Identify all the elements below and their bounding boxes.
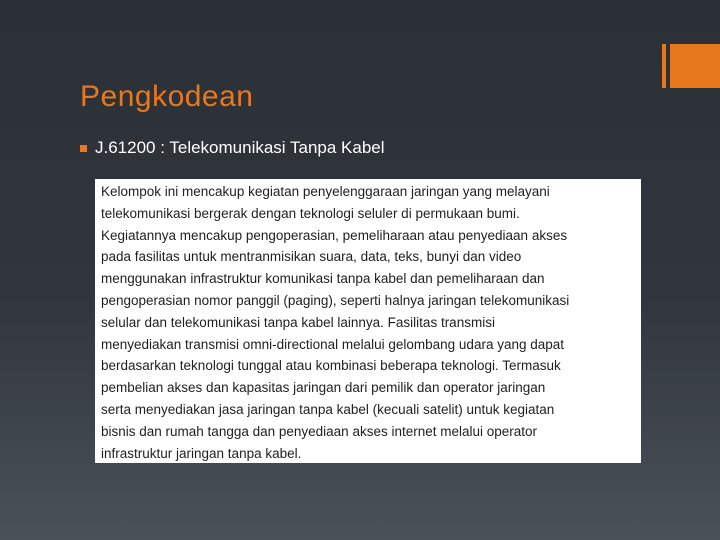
description-line: infrastruktur jaringan tanpa kabel.	[101, 445, 302, 461]
description-line: Kelompok ini mencakup kegiatan penyelenggaraan jaringan yang melayani	[101, 184, 550, 199]
description-line: Kegiatannya mencakup pengoperasian, pemeliharaan atau penyediaan akses	[101, 227, 568, 243]
bullet-item	[80, 138, 385, 158]
description-line: menyediakan transmisi omni-directional melalui gelombang udara yang dapat	[101, 336, 565, 352]
description-line: selular dan telekomunikasi tanpa kabel lainnya. Fasilitas transmisi	[101, 314, 495, 330]
square-bullet-icon	[80, 145, 87, 152]
description-line: serta menyediakan jasa jaringan tanpa kabel (kecuali satelit) untuk kegiatan	[101, 401, 555, 417]
accent-bar-thin	[662, 44, 666, 88]
description-line: pada fasilitas untuk mentranmisikan suara, data, teks, bunyi dan video	[101, 249, 522, 265]
accent-bar-thick	[670, 44, 720, 88]
slide-title: Pengkodean	[80, 80, 254, 113]
description-line: berdasarkan teknologi tunggal atau kombinasi beberapa teknologi. Termasuk	[101, 358, 561, 374]
description-line: bisnis dan rumah tangga dan penyediaan akses internet melalui operator	[101, 423, 538, 439]
description-line: menggunakan infrastruktur komunikasi tanpa kabel dan pemeliharaan dan	[101, 271, 545, 287]
bullet-text: J.61200 : Telekomunikasi Tanpa Kabel	[95, 138, 385, 157]
description-line: telekomunikasi bergerak dengan teknologi seluler di permukaan bumi.	[101, 205, 520, 221]
description-line: pembelian akses dan kapasitas jaringan dari pemilik dan operator jaringan	[101, 380, 546, 396]
description-image	[95, 179, 641, 463]
description-line: pengoperasian nomor panggil (paging), seperti halnya jaringan telekomunikasi	[101, 292, 570, 308]
